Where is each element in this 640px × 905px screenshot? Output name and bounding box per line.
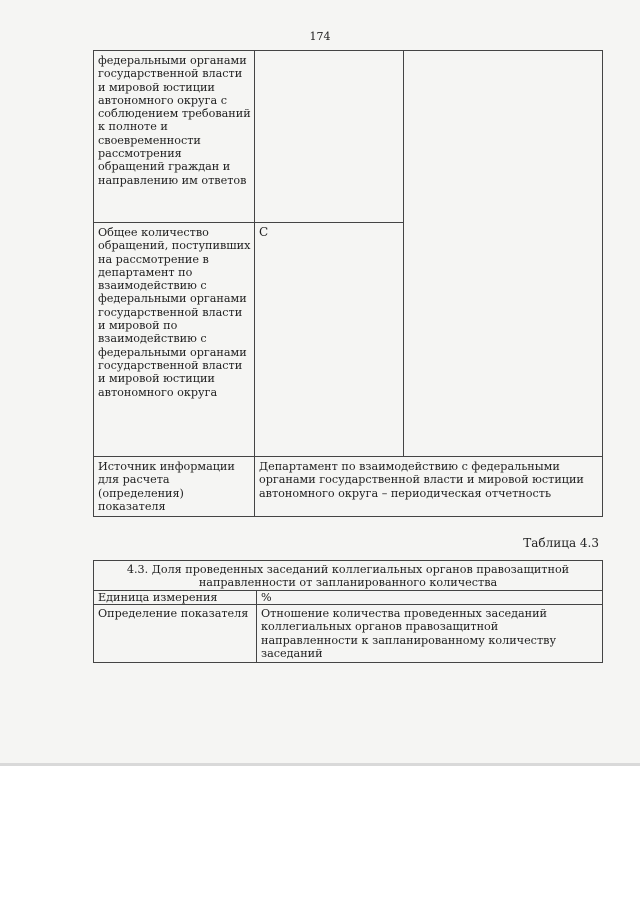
table-cell: Единица измерения bbox=[98, 591, 218, 604]
table-cell: Департамент по взаимодействию с федеральными органами государственной власти и мировой юстиции автономного округа – периодическая отчетность bbox=[259, 460, 584, 500]
table-cell: Отношение количества проведенных заседаний коллегиальных органов правозащитной направленности к запланированному количеству заседаний bbox=[261, 607, 557, 660]
table-label: Таблица 4.3 bbox=[523, 536, 599, 550]
table-header: 4.3. Доля проведенных заседаний коллегиальных органов правозащитной направленности от запланированного количества bbox=[126, 563, 570, 590]
table-cell: федеральными органами государственной власти и мировой юстиции автономного округа с соблюдением требований к полноте и своевременности рассмотрения обращений граждан и направлению им ответов bbox=[98, 54, 251, 187]
page-edge-shadow bbox=[0, 763, 640, 766]
table-cell: Источник информации для расчета (определения) показателя bbox=[98, 460, 235, 513]
table-cell: С bbox=[259, 225, 269, 239]
page-number: 174 bbox=[309, 30, 331, 43]
table-cell: Определение показателя bbox=[98, 607, 249, 620]
table-cell: Общее количество обращений, поступивших на рассмотрение в департамент по взаимодействию с федеральными органами государственной власти и мировой по взаимодействию с федеральными органами государственной власти и мировой юстиции автономного округа bbox=[98, 226, 251, 399]
table-cell: % bbox=[261, 591, 272, 604]
